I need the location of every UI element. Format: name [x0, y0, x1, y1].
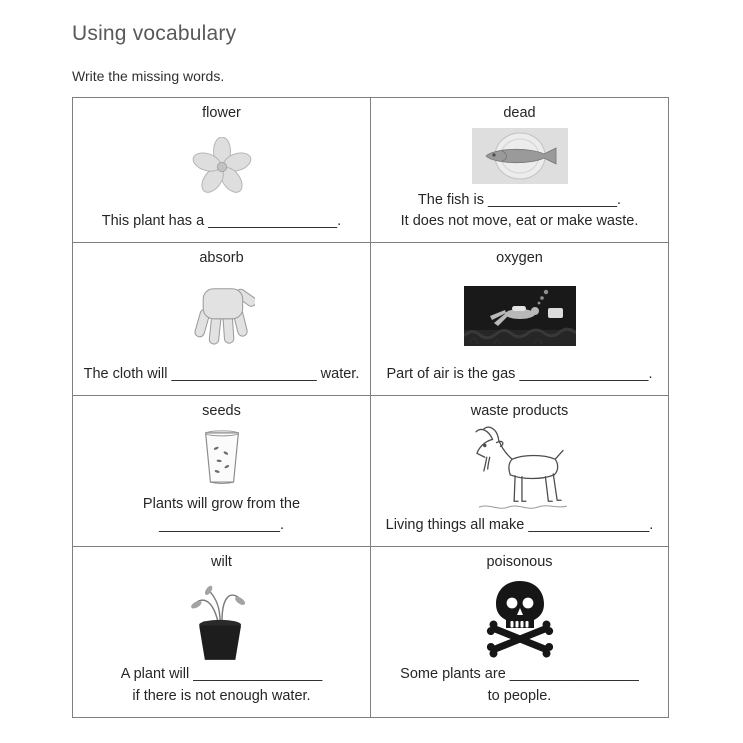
goat-icon: [461, 421, 579, 515]
page-title: Using vocabulary: [72, 22, 237, 45]
sentence-line: _______________.: [159, 517, 284, 534]
seeds-glass-icon: [200, 421, 244, 494]
vocab-word: absorb: [199, 250, 244, 266]
sentence-line: Part of air is the gas ________________.: [386, 366, 653, 383]
vocabulary-table: [72, 97, 669, 718]
sentence-line: It does not move, eat or make waste.: [400, 213, 639, 230]
vocab-cell-dead: [371, 98, 669, 243]
sentence-line: A plant will ________________: [120, 666, 323, 682]
vocab-word: dead: [503, 105, 536, 121]
scuba-diver-icon: [464, 268, 576, 364]
sentence-line: The cloth will __________________ water.: [83, 366, 360, 383]
vocab-cell-absorb: [73, 243, 371, 396]
vocab-cell-waste-products: [371, 396, 669, 547]
vocab-cell-poisonous: [371, 547, 669, 718]
sentence-line: to people.: [487, 687, 552, 704]
vocab-word: poisonous: [486, 554, 553, 570]
sentence-line: if there is not enough water.: [132, 687, 311, 704]
vocab-cell-seeds: [73, 396, 371, 547]
sentence-line: The fish is ________________.: [417, 191, 622, 208]
vocab-word: seeds: [202, 403, 241, 419]
sentence-line: Living things all make _______________.: [385, 517, 654, 534]
vocab-cell-wilt: [73, 547, 371, 718]
dead-fish-icon: [472, 123, 568, 190]
flower-icon: [192, 123, 252, 211]
sentence-line: Some plants are ________________: [400, 666, 639, 682]
skull-crossbones-icon: [477, 572, 563, 664]
sentence-line: This plant has a ________________.: [101, 213, 342, 230]
wilted-plant-icon: [182, 572, 262, 664]
vocab-word: waste products: [470, 403, 569, 419]
vocab-cell-flower: [73, 98, 371, 243]
absorbing-hand-icon: [189, 268, 255, 364]
vocab-cell-oxygen: [371, 243, 669, 396]
vocab-word: flower: [202, 105, 241, 121]
instructions-text: Write the missing words.: [72, 68, 225, 84]
sentence-line: Plants will grow from the: [142, 495, 301, 512]
vocab-word: oxygen: [496, 250, 543, 266]
vocab-word: wilt: [211, 554, 232, 570]
